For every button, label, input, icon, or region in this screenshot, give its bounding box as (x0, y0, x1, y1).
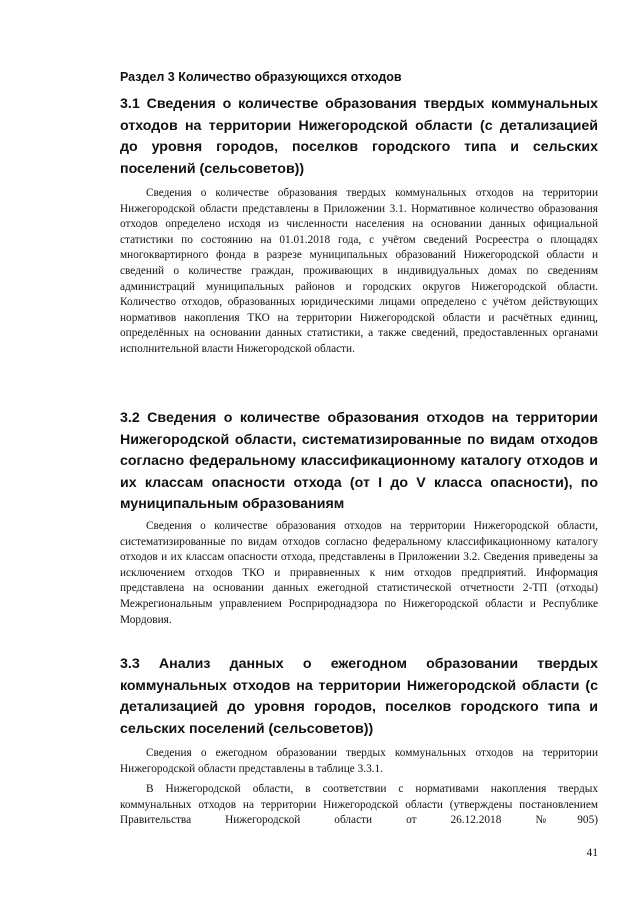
heading-3-3: 3.3 Анализ данных о ежегодном образовании твердых коммунальных отходов на территории Нижегородской области (с детализацией до уровня городов, поселков городского типа и сельских поселений (сельсоветов)) (120, 656, 598, 737)
heading-3-2: 3.2 Сведения о количестве образования отходов на территории Нижегородской области, систематизированные по видам отходов согласно федеральному классификационному каталогу отходов и их классам опасности отхода (от I до V класса опасности), по муниципальным образованиям (120, 410, 598, 512)
paragraph-3-1: Сведения о количестве образования твердых коммунальных отходов на территории Нижегородской области представлены в Приложении 3.1. Нормативное количество образования отходов определено исходя из численности населения на основании данных официальной статистики по состоянию на 01.01.2018 года, с учётом сведений Росреестра о площадях многоквартирного фонда в разрезе муниципальных образований Нижегородской области и сведений о количестве граждан, проживающих в индивидуальных домах по сведениям администраций муниципальных районов и городских округов Нижегородской области. Количество отходов, образованных юридическими лицами определено с учётом действующих нормативов накопления ТКО на территории Нижегородской области и расчётных единиц, определённых на основании данных статистики, а также сведений, предоставленных органами исполнительной власти Нижегородской области. (120, 187, 598, 355)
heading-3-1: 3.1 Сведения о количестве образования твердых коммунальных отходов на территории Нижегородской области (с детализацией до уровня городов, поселков городского типа и сельских поселений (сельсоветов)) (120, 96, 598, 177)
paragraph-3-3-b: В Нижегородской области, в соответствии с нормативами накопления твердых коммунальных отходов на территории Нижегородской области (утверждены постановлением Правительства Нижегородской области от 26.12.2018 №905) (120, 783, 598, 827)
page-number: 41 (586, 847, 598, 859)
paragraph-3-3-a: Сведения о ежегодном образовании твердых коммунальных отходов на территории Нижегородской области представлены в таблице 3.3.1. (120, 747, 598, 775)
paragraph-3-2: Сведения о количестве образования отходов на территории Нижегородской области, систематизированные по видам отходов согласно федеральному классификационному каталогу отходов и их классам опасности отхода, представлены в Приложении 3.2. Сведения приведены за исключением отходов ТКО и приравненных к ним отходов предприятий. Информация представлена на основании данных ежегодной статистической отчетности 2-ТП (отходы) Межрегиональным управлением Росприроднадзора по Нижегородской области и Республике Мордовия. (120, 520, 598, 626)
section-title: Раздел 3 Количество образующихся отходов (120, 70, 402, 84)
